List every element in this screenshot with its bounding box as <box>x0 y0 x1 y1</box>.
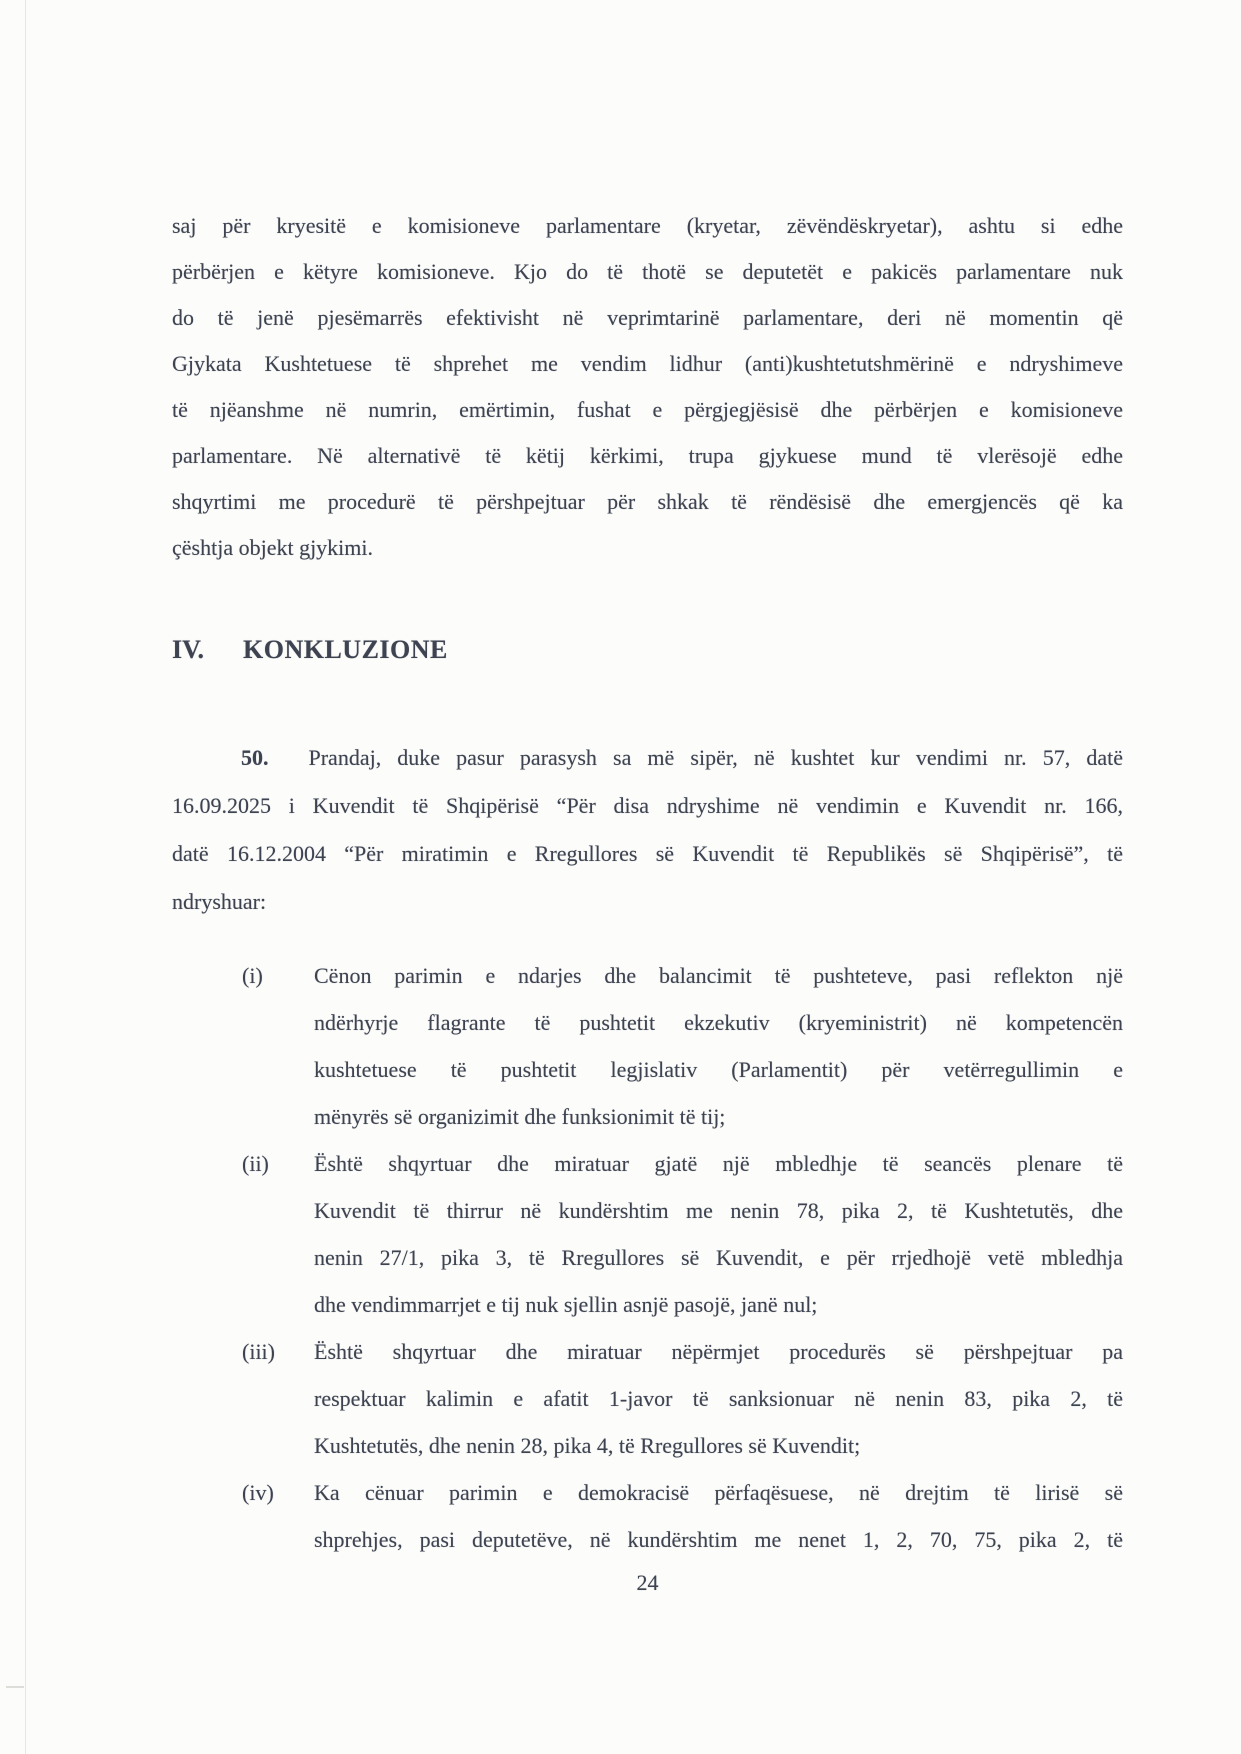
scan-artifact-dash <box>6 1686 24 1688</box>
page-number: 24 <box>636 1570 659 1595</box>
text-line: do të jenë pjesëmarrës efektivisht në veprimtarinë parlamentare, deri në momentin që <box>172 305 1123 330</box>
heading-numeral: IV. <box>172 635 205 664</box>
intro-paragraph <box>172 203 1123 571</box>
heading-title: KONKLUZIONE <box>243 635 448 664</box>
list-item-i <box>172 952 1123 1140</box>
conclusions-list <box>172 952 1123 1563</box>
text-span: Prandaj, duke pasur parasysh sa më sipër, në kushtet kur vendimi nr. 57, datë <box>308 745 1123 770</box>
text-line: Ka cënuar parimin e demokracisë përfaqësuese, në drejtim të lirisë së <box>314 1480 1123 1505</box>
text-line: kushtetuese të pushtetit legjislativ (Parlamentit) për vetërregullimin e <box>314 1057 1123 1082</box>
text-line: respektuar kalimin e afatit 1-javor të sanksionuar në nenin 83, pika 2, të <box>314 1386 1123 1411</box>
page-content <box>172 0 1123 1754</box>
item-label: (i) <box>242 963 263 988</box>
text-line <box>172 734 1123 782</box>
text-line: Është shqyrtuar dhe miratuar gjatë një mbledhje të seancës plenare të <box>314 1151 1123 1176</box>
text-line: çështja objekt gjykimi. <box>172 535 374 560</box>
text-line: nenin 27/1, pika 3, të Rregullores së Kuvendit, e për rrjedhojë vetë mbledhja <box>314 1245 1123 1270</box>
text-line: Kushtetutës, dhe nenin 28, pika 4, të Rregullores së Kuvendit; <box>314 1433 861 1458</box>
text-line: ndërhyrje flagrante të pushtetit ekzekutiv (kryeministrit) në kompetencën <box>314 1010 1123 1035</box>
text-line: Kuvendit të thirrur në kundërshtim me nenin 78, pika 2, të Kushtetutës, dhe <box>314 1198 1123 1223</box>
text-line: parlamentare. Në alternativë të këtij kërkimi, trupa gjykuese mund të vlerësojë edhe <box>172 443 1123 468</box>
paragraph-number: 50. <box>241 745 269 770</box>
text-line: 16.09.2025 i Kuvendit të Shqipërisë “Për disa ndryshime në vendimin e Kuvendit nr. 166, <box>172 793 1123 818</box>
list-item-iv <box>172 1469 1123 1563</box>
list-item-ii <box>172 1140 1123 1328</box>
text-line: saj për kryesitë e komisioneve parlamentare (kryetar, zëvëndëskryetar), ashtu si edhe <box>172 213 1123 238</box>
text-line: shqyrtimi me procedurë të përshpejtuar për shkak të rëndësisë dhe emergjencës që ka <box>172 489 1123 514</box>
section-heading <box>172 630 1123 670</box>
text-line: datë 16.12.2004 “Për miratimin e Rregullores së Kuvendit të Republikës së Shqipërisë”, të <box>172 841 1123 866</box>
text-line: ndryshuar: <box>172 889 267 914</box>
paragraph-50 <box>172 734 1123 926</box>
scan-artifact-line <box>25 0 26 1754</box>
text-line: shprehjes, pasi deputetëve, në kundërshtim me nenet 1, 2, 70, 75, pika 2, të <box>314 1527 1123 1552</box>
item-label: (ii) <box>242 1151 269 1176</box>
item-label: (iv) <box>242 1480 274 1505</box>
text-line: përbërjen e këtyre komisioneve. Kjo do të thotë se deputetët e pakicës parlamentare nuk <box>172 259 1123 284</box>
text-line: Është shqyrtuar dhe miratuar nëpërmjet procedurës së përshpejtuar pa <box>314 1339 1123 1364</box>
text-line: mënyrës së organizimit dhe funksionimit të tij; <box>314 1104 726 1129</box>
text-line: Cënon parimin e ndarjes dhe balancimit të pushteteve, pasi reflekton një <box>314 963 1123 988</box>
item-label: (iii) <box>242 1339 275 1364</box>
text-line: Gjykata Kushtetuese të shprehet me vendim lidhur (anti)kushtetutshmërinë e ndryshimeve <box>172 351 1123 376</box>
text-line: të njëanshme në numrin, emërtimin, fushat e përgjegjësisë dhe përbërjen e komisioneve <box>172 397 1123 422</box>
list-item-iii <box>172 1328 1123 1469</box>
text-line: dhe vendimmarrjet e tij nuk sjellin asnjë pasojë, janë nul; <box>314 1292 818 1317</box>
